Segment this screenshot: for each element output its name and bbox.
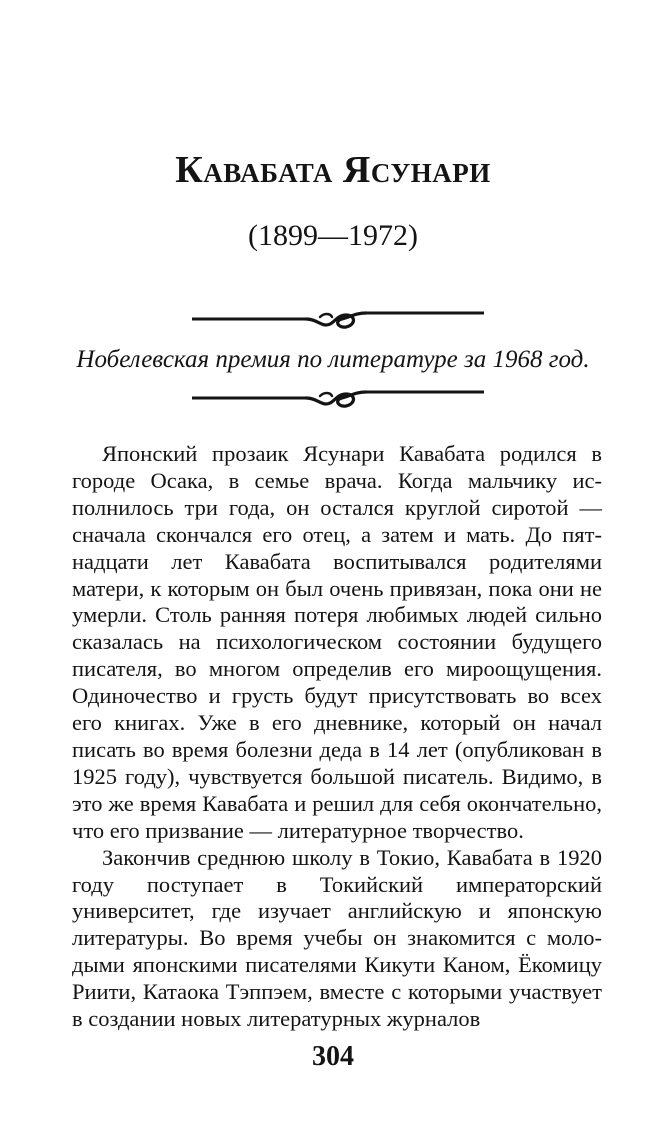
body-text xyxy=(72,441,602,1033)
paragraph: Закончив среднюю школу в Токио, Кавабата в 1920 году поступает в Токийский императорский университет, где изучает английскую и японскую литературы. Во время учебы он знакомится с молодыми японскими писателями Кикути Каном, Ёкомицу Риити, Катаока Тэппэем, вместе с которыми участвует в создании новых литературных журналов xyxy=(72,844,602,1032)
flourish-divider-icon xyxy=(190,305,486,331)
title-surname: Кавабата xyxy=(175,149,333,191)
nobel-prize-line: Нобелевская премия по литературе за 1968 год. xyxy=(76,346,590,373)
flourish-divider-icon xyxy=(190,384,486,410)
title-given-name: Ясунари xyxy=(342,149,491,191)
chapter-title xyxy=(0,146,666,194)
paragraph: Японский прозаик Ясунари Кавабата родился в городе Осака, в семье врача. Когда мальчику исполнилось три года, он остался круглой сиротой — сначала скончался его отец, а затем и мать. До пятнадцати лет Кавабата воспитывался родителями матери, к которым он был очень привязан, пока они не умерли. Столь ранняя потеря любимых людей сильно сказалась на психологическом состоянии будущего писателя, во многом определив его мироощущения. Одиночество и грусть будут присутствовать во всех его книгах. Уже в его дневнике, который он начал писать во время болезни деда в 14 лет (опубликован в 1925 году), чувствуется большой писатель. Видимо, в это же время Кавабата и решил для себя окончательно, что его призвание — литературное творчество. xyxy=(72,441,602,843)
page-number: 304 xyxy=(312,1041,354,1072)
author-years: (1899—1972) xyxy=(248,219,418,252)
